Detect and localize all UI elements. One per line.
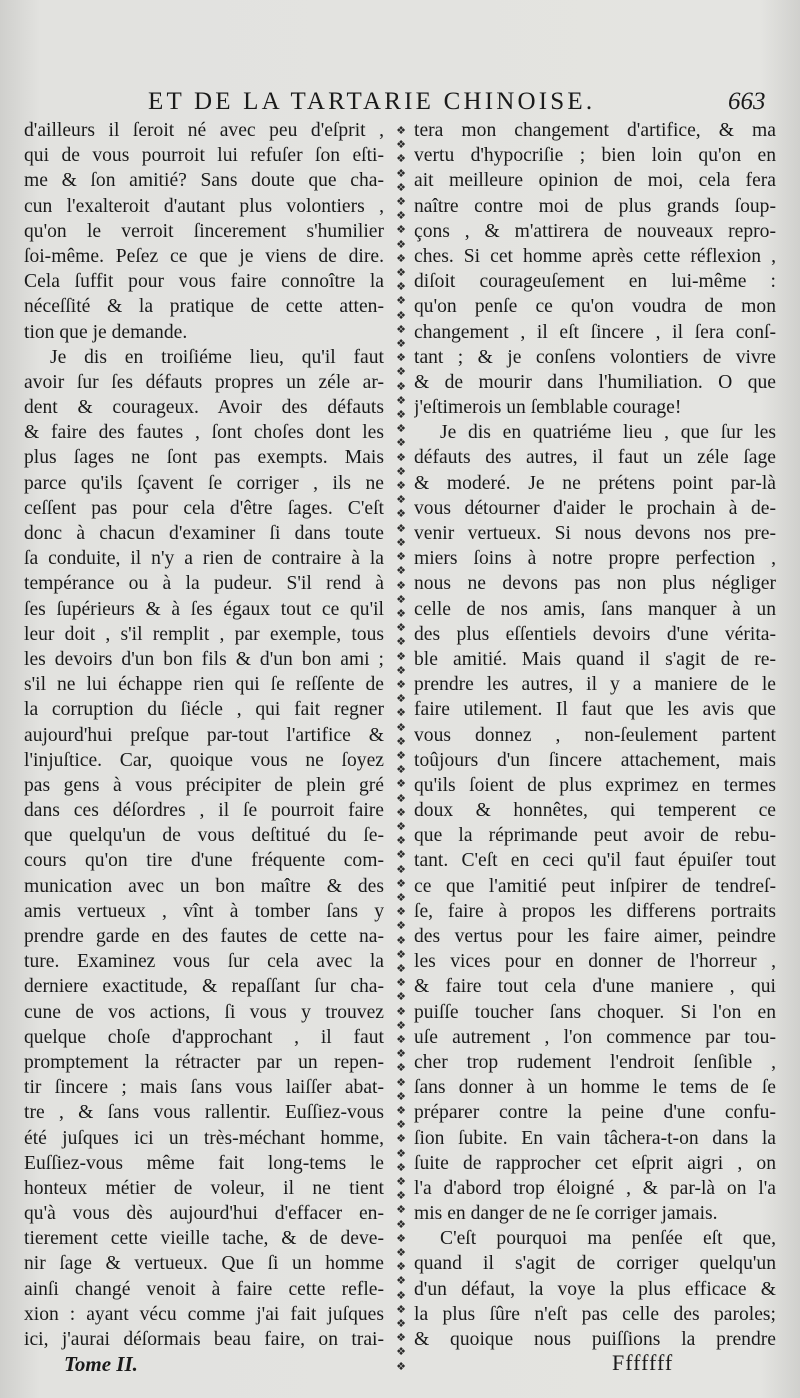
text-line: C'eſt pourquoi ma penſée eſt que, [440, 1228, 776, 1250]
text-line: la corruption du ſiécle , qui fait regner [24, 699, 384, 721]
text-line: s'il ne lui échappe rien qui ſe reſſente de [24, 674, 384, 696]
text-line: mis en danger de ne ſe corriger jamais. [414, 1203, 718, 1225]
text-line: tempérance ou à la pudeur. S'il rend à [24, 573, 384, 595]
text-line: des vertus pour les faire aimer, peindre [414, 926, 776, 947]
text-line: & moderé. Je ne prétens point par-là [414, 472, 776, 494]
text-line: pas gens à vous précipiter de plein gré [24, 774, 384, 796]
text-line: uſe autrement , l'on commence par tou- [414, 1026, 776, 1048]
text-line: la plus ſûre n'eſt pas celle des paroles; [414, 1303, 776, 1325]
text-line: diſoit courageuſement en lui-même : [414, 271, 776, 293]
text-line: j'eſtimerois un ſemblable courage! [414, 397, 682, 419]
text-line: derniere exactitude, & repaſſant ſur cha- [24, 976, 384, 998]
text-line: naître contre moi de plus grands ſoup- [414, 195, 776, 217]
text-line: & faire des fautes , ſont choſes dont les [24, 422, 384, 444]
text-line: vous donnez , non-ſeulement partent [414, 724, 776, 746]
text-line: ſe, faire à propos les differens portraits [414, 900, 776, 922]
text-line: cher trop rudement l'endroit ſenſible , [414, 1051, 776, 1073]
text-line: quelque choſe d'approchant , il faut [24, 1026, 384, 1048]
text-line: ſa conduite, il n'y a rien de contraire à la [24, 548, 384, 570]
text-line: honteux métier de voleur, il ne tient [24, 1177, 384, 1199]
text-line: ce que l'amitié peut inſpirer de tendreſ- [414, 875, 776, 897]
text-line: tion que je demande. [24, 321, 188, 343]
text-line: promptement la rétracter par un repen- [24, 1051, 384, 1073]
text-line: qu'ils ſoient de plus exprimez en termes [414, 774, 776, 796]
right-column [414, 118, 776, 1352]
text-line: vous détourner d'aider le prochain à de- [414, 497, 776, 519]
text-line: tant. C'eſt en ceci qu'il faut épuiſer tout [414, 850, 776, 872]
text-line: Je dis en quatriéme lieu , que ſur les [440, 422, 776, 444]
text-line: que la réprimande peut avoir de rebu- [414, 825, 776, 847]
page-header [0, 88, 800, 122]
text-line: changement , il eſt ſincere , il ſera conſ- [414, 321, 776, 343]
text-line: prendre les autres, il y a maniere de le [414, 674, 776, 696]
text-line: l'a d'abord trop éloigné , & par-là on l'a [414, 1177, 776, 1199]
text-line: qu'on le verroit ſincerement s'humilier [24, 220, 384, 242]
text-line: tre , & ſans vous rallentir. Euſſiez-vous [24, 1102, 384, 1124]
text-line: dent & courageux. Avoir des défauts [24, 397, 384, 419]
text-line: ſes ſupérieurs & à ſes égaux tout ce qu'il [24, 598, 384, 620]
text-line: faire utilement. Il faut que les avis que [414, 699, 776, 721]
text-line: doux & honnêtes, qui temperent ce [414, 800, 776, 822]
text-line: Euſſiez-vous même fait long-tems le [24, 1152, 384, 1174]
text-line: toûjours d'un ſincere attachement, mais [414, 749, 776, 771]
text-line: & quoique nous puiſſions la prendre [414, 1329, 776, 1350]
text-line: d'ailleurs il ſeroit né avec peu d'eſprit , [24, 120, 384, 141]
text-line: Cela ſuffit pour vous faire connoître la [24, 271, 384, 293]
text-line: ble amitié. Mais quand il s'agit de re- [414, 648, 776, 670]
text-line: parce qu'ils ſçavent ſe corriger , ils ne [24, 472, 384, 494]
text-line: cune de vos actions, ſi vous y trouvez [24, 1001, 384, 1023]
text-line: leur doit , s'il remplit , par exemple, tous [24, 623, 384, 645]
text-line: qu'à vous dès aujourd'hui d'effacer en- [24, 1203, 384, 1225]
running-title: ET DE LA TARTARIE CHINOISE. [148, 88, 596, 115]
text-line: ainſi changé venoit à faire cette refle- [24, 1278, 384, 1300]
ornamental-column-divider: ❖ ❖ ❖ ❖ ❖ ❖ ❖ ❖ ❖ ❖ ❖ ❖ ❖ ❖ ❖ ❖ ❖ ❖ ❖ ❖ ❖ ❖ ❖ ❖ ❖ ❖ ❖ ❖ ❖ ❖ ❖ ❖ ❖ ❖ ❖ ❖ ❖ ❖ ❖ ❖ ❖ ❖ ❖ ❖ ❖ ❖ ❖ ❖ ❖ ❖ ❖ ❖ ❖ ❖ ❖ ❖ ❖ ❖ ❖ ❖ ❖ ❖ ❖ ❖ ❖ ❖ ❖ ❖ ❖ ❖ ❖ ❖ ❖ ❖ ❖ ❖ ❖ ❖ ❖ ❖ ❖ ❖ ❖ ❖ ❖ ❖ ❖ ❖ [396, 124, 406, 1373]
text-line: ſoi-même. Peſez ce que je viens de dire. [24, 245, 384, 267]
text-line: les vices pour en donner de l'horreur , [414, 951, 776, 973]
text-line: venir vertueux. Si nous devons nos pre- [414, 523, 776, 544]
text-line: tera mon changement d'artifice, & ma [414, 120, 776, 141]
text-line: amis vertueux , vînt à tomber ſans y [24, 900, 384, 922]
page-number: 663 [728, 88, 766, 115]
text-line: me & ſon amitié? Sans doute que cha- [24, 170, 384, 192]
text-line: que quelqu'un de vous deſtitué du ſe- [24, 825, 384, 847]
text-line: ſion ſubite. En vain tâchera-t-on dans la [414, 1127, 776, 1149]
signature-mark: Fffffff [612, 1350, 674, 1375]
text-line: les devoirs d'un bon fils & d'un bon ami ; [24, 648, 384, 670]
text-line: Je dis en troiſiéme lieu, qu'il faut [50, 346, 384, 368]
text-line: d'un défaut, la voye la plus efficace & [414, 1278, 776, 1300]
text-line: tir ſincere ; mais ſans vous laiſſer abat- [24, 1077, 384, 1099]
text-line: & de mourir dans l'humiliation. O que [414, 371, 776, 393]
text-line: nir ſage & vertueux. Que ſi un homme [24, 1253, 384, 1275]
text-line: & faire tout cela d'une maniere , qui [414, 976, 776, 998]
text-line: avoir ſur ſes défauts propres un zéle ar- [24, 371, 384, 393]
text-line: cun l'exalteroit d'autant plus volontiers , [24, 195, 384, 217]
text-line: qui de vous pourroit lui refuſer ſon eſti- [24, 145, 384, 167]
text-line: l'injuſtice. Car, quoique vous ne ſoyez [24, 749, 384, 771]
text-line: miers ſoins à notre propre perfection , [414, 548, 776, 570]
text-line: ture. Examinez vous ſur cela avec la [24, 951, 384, 973]
text-line: été juſques ici un très-méchant homme, [24, 1127, 384, 1149]
text-line: préparer contre la peine d'une confu- [414, 1102, 776, 1124]
volume-label: Tome II. [64, 1352, 138, 1376]
text-line: ceſſent pas pour cela d'être ſages. C'eſt [24, 497, 384, 519]
text-line: puiſſe toucher ſans choquer. Si l'on en [414, 1001, 776, 1023]
text-line: aujourd'hui preſque par-tout l'artifice & [24, 724, 384, 746]
text-line: donc à chacun d'examiner ſi dans toute [24, 523, 384, 544]
text-line: ait meilleure opinion de moi, cela fera [414, 170, 776, 192]
text-line: tierement cette vieille tache, & de deve- [24, 1228, 384, 1250]
text-line: ſuite de rapprocher cet eſprit aigri , on [414, 1152, 776, 1174]
text-line: xion : ayant vécu comme j'ai fait juſques [24, 1303, 384, 1325]
text-line: qu'on penſe ce qu'on voudra de mon [414, 296, 776, 318]
text-line: plus ſages ne ſont pas exempts. Mais [24, 447, 384, 469]
text-line: quand il s'agit de corriger quelqu'un [414, 1253, 776, 1275]
left-column [24, 118, 384, 1352]
text-line: ici, j'aurai déſormais beau faire, on trai- [24, 1329, 384, 1350]
text-line: dans ces déſordres , il ſe pourroit faire [24, 800, 384, 822]
text-line: vertu d'hypocriſie ; bien loin qu'on en [414, 145, 776, 167]
text-line: des plus eſſentiels devoirs d'une vérita- [414, 623, 776, 645]
text-line: celle de nos amis, ſans manquer à un [414, 598, 776, 620]
text-line: munication avec un bon maître & des [24, 875, 384, 897]
text-line: çons , & m'attirera de nouveaux repro- [414, 220, 776, 242]
text-line: défauts des autres, il faut un zéle ſage [414, 447, 776, 469]
text-line: tant ; & je conſens volontiers de vivre [414, 346, 776, 368]
text-line: nous ne devons pas non plus négliger [414, 573, 776, 595]
text-line: ches. Si cet homme après cette réflexion , [414, 245, 776, 267]
text-line: prendre garde en des fautes de cette na- [24, 926, 384, 947]
text-line: néceſſité & la pratique de cette atten- [24, 296, 384, 318]
text-line: ſans donner à un homme le tems de ſe [414, 1077, 776, 1099]
text-line: cours qu'on tire d'une fréquente com- [24, 850, 384, 872]
